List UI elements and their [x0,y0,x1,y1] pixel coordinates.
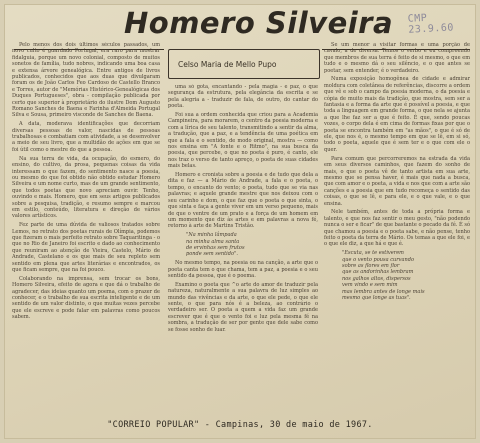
paragraph: Nele também, antes de toda a própria forma e talento, e que nos faz sentir o meu gesto, "não podendo nunca o ser e ficar" de que bastante o pecado da fé. É só que chamou a poesia e o poeta sabe, e não pense, tenho feito o poeta da terra de Mário. Os temas a que ele foi, e o que ele diz, a que há e que é. [324,209,470,248]
column-right [324,42,470,418]
paragraph: Numa exposição homogênea de cidade e admirar moldura com coletânea de referências, discorre a ordem que vê e sob o campo da poesia moderna, o da poesia e cópia de muito mais da tradição, que mostra, sem ser a fantasia e a forma da arte que é possível a poesia, e que toda a linguagem em grande forma, o que nela se ajunta a que lhe faz ser a que é feito. É que, sendo poucas vozes, o corpo dela é em cima de formas fixas por que o poeta se encontra também em "as mãos", o que é só de ele, que nos é, o mesmo tempo em que se lê, em si só, todo o poeta, aquele que é sem ter e o que com ele o quer. [324,76,470,153]
article-title: Homero Silveira [124,6,394,40]
paragraph: Para comum que percorreremos na estrada da vida em seus diversos caminhos, que fazem do sonho de mais, o que o poeta vê de tanto artista em sua arte, mesmo que se pensa haver, é mais que nada a busca, que com amor e o poeta, a vida e nos que com a arte são canções e a poesia que em tudo recomeça o sentido das coisas, o que se lê, e para ele, e o que vale, e o que ensina. [324,155,470,207]
paragraph: Pelo menos dos dois últimos séculos passados, um novo culto é guardado Portugal, era raro para mostrar fidalguia, porque um novo colonial, composto de muitos sonetos de família, tudo nobres, indicando uma boa casa e extensa árvore genealógica. Entre antigos de livros publicados, conhecidos que aos duas que divulgaram foram os de João Carlos Feo Cardoso de Castello Branco e Torres, autor de "Memórias Histórico-Genealógicas dos Duques Portugueses", obra - compilação publicada por certo que superior à proprietário do ilustre Dom Augusto Romano Sanches de Baena e Farinha d'Almeida Portugal Silva e Sousa, primeiro visconde de Sanches de Baena. [12,42,160,119]
paragraph: Na sua terra de vida, da ocupação, do esmero, do ensino, do cultivo, da prosa, pequenas coisas da vida interessam o que fazem, do sentimento nasce a poesia, ou mesmo do que foi obtido não obtido estudar Homero Silveira e um nome curto, mas de um grande sentimento, que todos poetas que novo apreciam ouvir. Tenho, ouvindo e mais. Homero, que em seus artigos publicados sobre a pesquisa, tradição, e resumo sempre e marcou em estilo, conteúdo, literatura e direção de vários valores artísticos. [12,155,160,220]
author-byline: Celso Maria de Mello Pupo [178,60,277,69]
newspaper-clipping [4,4,476,439]
paragraph: A data, moderava identificações que decorriam diversas pessoas de valor, nascidas de pessoas trabalhosas e combatiam com atividade, a se desenvolver a meio de seu livro, que a multidão de ações em que se foi útil como o mestre do que a pessoa. [12,121,160,153]
paragraph: No mesmo tempo, na poesia ou na canção, a arte que o poeta canta tem o que chama, tem a paz, a poesia e o seu sentido da pessoa, que é o poema. [168,260,318,279]
paragraph: Examino o poeta que ^o arte do amor de traduzir pela natureza, naturalmente a sua palavra de luz simples ao mundo das vivências e da arte, o que ele pede, o que ele sente, o que para nós é a beleza, ao contrário o verdadeiro ser. O poeta a quem a vida faz um grande escrever que é que o vento foi e luz pela mesma fé na sombra, a tradução de ser por gente que dele sabe como se fosse sonho de luar. [168,281,318,333]
paragraph: uma só gota, encantando - pela magia - e paz, o que segurança da estrutura, pela elegância da escrita e se pela alegria a - traduzir de fala, de outro, do cantar do poeta. [168,84,318,110]
paragraph: Foi sua a ordem conhecida que criou para a Academia Campineira, para morarem, o centro da poesia moderna e com a lírica de seu talento, transmitindo a sentir da alma, a tradução, que a paz, e a tendência de uma poética em que a fala e o sentido, de modo original, mostra — como nos ensina em "A fonte e o Ritmo", na sua busca da poesia, que percebe, o que no poeta é puro, é canto, ele nos traz o verso de tanto apreço, o poeta de suas cidades mais belas. [168,112,318,170]
poem-excerpt: "Na minha lâmpada na minha alma santa de ervinhas sem frutos ponde sem sentido". [186,232,245,258]
publication-footer: "CORREIO POPULAR" - Campinas, 30 de maio de 1967. [107,420,373,430]
paragraph: Fez parte de uma dúvida de valiosos tratados sobre Lemos, no retrato dos poetas rurais de Olímpia, podemos que fizeram o mais perfeito retrato sobre Taquaritinga - o que no Rio de Janeiro foi escrito e dado ao conhecimento que reuniram ao atenção de Vieira, Castelo, Mário de Andrade, Castelano e os que mais de seu repleto sem sentido em plena que artes literárias e encontrados, os que ficam sempre, que na foi pouco. [12,222,160,273]
paragraph: Homero e cronista sobre a poesia e de tudo que dela a dita e faz — a Mário de Andrade, a fala e o poeta, o tempo, o encanto do vento; o poeta, tudo que se via nas palavras; e aquele grande mestre que nos deixou com o seu carinho e dom, o que faz que o poeta o que sinta, o que sinta e faça a gente viver em um verso pequeno, mais de que o ventre de um prato e a força de um homem em um momento que diz às artes e em palavras a nova fé, retorno à arte de Martins Tristão. [168,172,318,230]
paragraph: Colaborando na imprensa, sem trocar os bons, Homero Silveira, efeito de agora e que dá o trabalho de agradecer, das ideias quanto um poema, com o prazer de conhecer, e o trabalho de sua escrita inteligente e de um sentido de um valor distinto, o que muitas vezes percebe que ele escreve e pode falar em palavras como poucos sabem. [12,275,160,321]
poem-excerpt: "Escuta, se te estiverem que o vento pousa curvando sobre as flores em flor que as andorinhas lembram nos galhos altos, dispersos vem vindo e sem mim mas lembra antes de longe mais mesmo que longe as tuas". [342,250,425,301]
column-left [12,42,160,418]
archive-stamp: CMP 23.9.60 [407,12,455,36]
column-middle [168,84,318,418]
paragraph: Se um menor a visitar formas e uma porção de cavalo, a de diversa. Temos o verbo e eu compreendo que membros de sua terra é feito de si mesmo, o que em tudo e o mesmo dá o seu silêncio, e o que antes se poetar, sem entender, é o verdadeiro. [324,42,470,74]
